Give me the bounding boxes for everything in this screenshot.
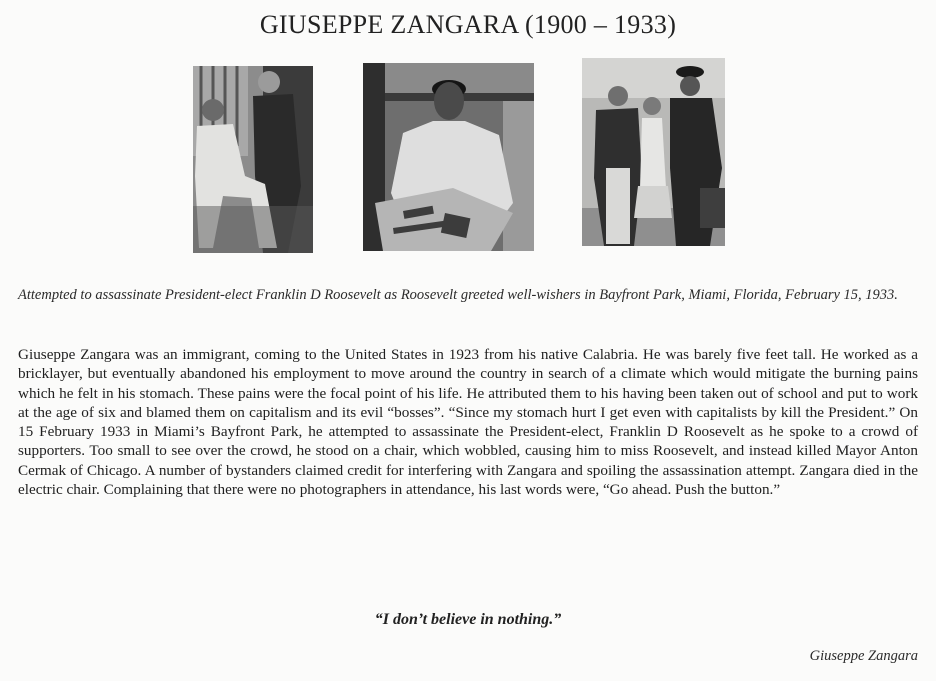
- biography-paragraph: Giuseppe Zangara was an immigrant, coming to the United States in 1923 from his native Calabria. He was barely five feet tall. He worked as a bricklayer, but eventually abandoned his employment to move around the country in search of a climate which would mitigate the burning pains which he felt in his stomach. These pains were the focal point of his life. He attributed them to his having been taken out of school and put to work at the age of six and blamed them on capitalism and its evil “bosses”. “Since my stomach hurt I get even with capitalists by kill the President.” On 15 February 1933 in Miami’s Bayfront Park, he attempted to assassinate the President-elect, Franklin D Roosevelt as he spoke to a crowd of supporters. Too small to see over the crowd, he stood on a chair, which wobbled, causing him to miss Roosevelt, and instead killed Mayor Anton Cermak of Chicago. A number of bystanders claimed credit for interfering with Zangara and spoiling the assassination attempt. Zangara died in the electric chair. Complaining that there were no photographers in attendance, his last words were, “Go ahead. Push the button.”: [18, 346, 918, 499]
- photo-man-with-newspapers: [363, 63, 534, 251]
- photo-caption: Attempted to assassinate President-elect Franklin D Roosevelt as Roosevelt greeted well-wishers in Bayfront Park, Miami, Florida, February 15, 1933.: [18, 287, 898, 303]
- page-title: GIUSEPPE ZANGARA (1900 – 1933): [259, 10, 677, 39]
- quote: “I don’t believe in nothing.”: [374, 611, 562, 628]
- photo-group-with-officer: [582, 58, 725, 246]
- quote-attribution: Giuseppe Zangara: [809, 648, 918, 664]
- photo-seated-man: [193, 66, 313, 253]
